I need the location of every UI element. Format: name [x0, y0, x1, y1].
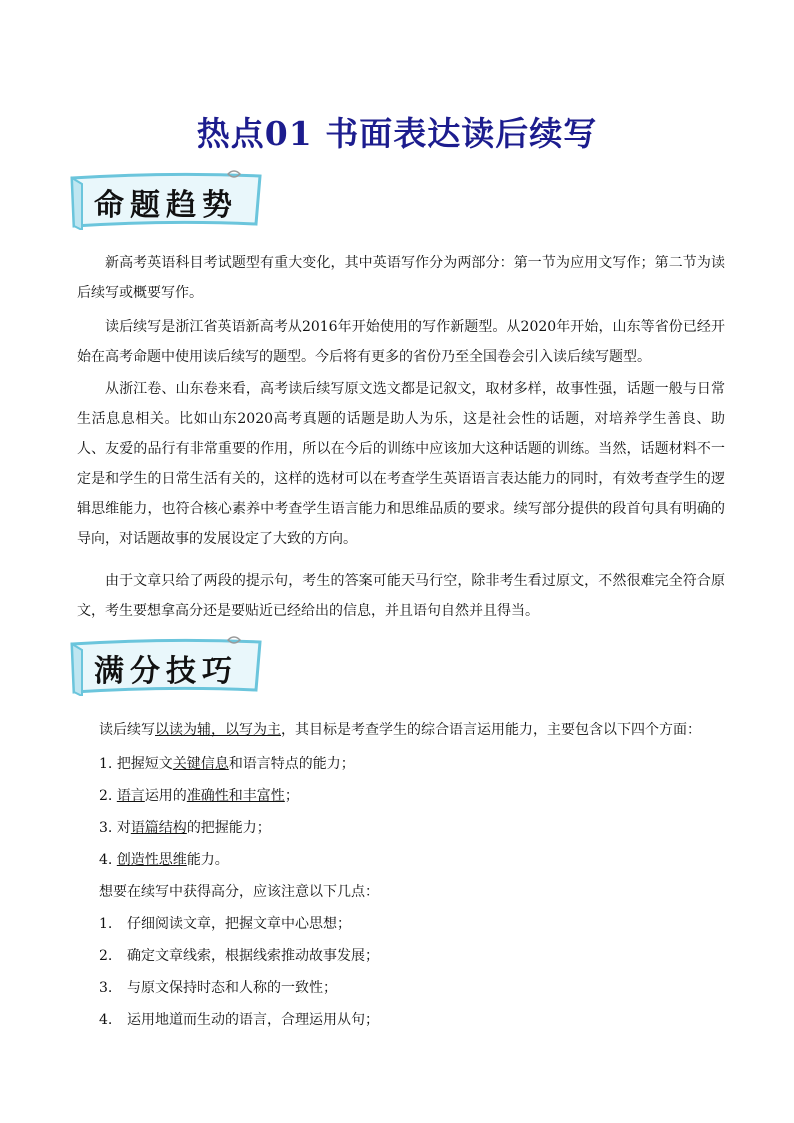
- tip-item-2: 2. 确定文章线索，根据线索推动故事发展；: [99, 948, 379, 964]
- page-title: 热点01 书面表达读后续写: [196, 114, 598, 153]
- tip-item-4: 4. 运用地道而生动的语言，合理运用从句；: [99, 1012, 379, 1028]
- ability-item-4: 4. 创造性思维能力。: [99, 852, 229, 868]
- section-banner-trend: [68, 170, 268, 230]
- paragraph-2: 读后续写是浙江省英语新高考从2016年开始使用的写作新题型。从2020年开始，山东等省份已经开始在高考命题中使用读后续写的题型。今后将有更多的省份乃至全国卷会引入读后续写题型。: [77, 319, 725, 365]
- ability-item-1: 1. 把握短文关键信息和语言特点的能力；: [99, 756, 355, 772]
- paragraph-4: 由于文章只给了两段的提示句，考生的答案可能天马行空，除非考生看过原文，不然很难完全符合原文，考生要想拿高分还是要贴近已经给出的信息，并且语句自然并且得当。: [77, 573, 725, 619]
- section-banner-skills: [68, 636, 268, 696]
- tip-item-3: 3. 与原文保持时态和人称的一致性；: [99, 980, 337, 996]
- paragraph-1: 新高考英语科目考试题型有重大变化，其中英语写作分为两部分：第一节为应用文写作；第二节为读后续写或概要写作。: [77, 255, 725, 301]
- tip-item-1: 1. 仔细阅读文章，把握文章中心思想；: [99, 916, 351, 932]
- section-heading-skills: 满分技巧: [94, 654, 238, 689]
- section-heading-trend: 命题趋势: [94, 188, 238, 223]
- ability-item-3: 3. 对语篇结构的把握能力；: [99, 820, 271, 836]
- tips-intro: 想要在续写中获得高分，应该注意以下几点：: [99, 884, 379, 900]
- paragraph-3: 从浙江卷、山东卷来看，高考读后续写原文选文都是记叙文，取材多样，故事性强，话题一般与日常生活息息相关。比如山东2020高考真题的话题是助人为乐，这是社会性的话题，对培养学生善良、助人、友爱的品行有非常重要的作用，所以在今后的训练中应该加大这种话题的训练。当然，话题材料不一定是和学生的日常生活有关的，这样的选材可以在考查学生英语语言表达能力的同时，有效考查学生的逻辑思维能力，也符合核心素养中考查学生语言能力和思维品质的要求。续写部分提供的段首句具有明确的导向，对话题故事的发展设定了大致的方向。: [77, 381, 725, 547]
- skills-intro: 读后续写以读为辅，以写为主，其目标是考查学生的综合语言运用能力，主要包含以下四个方面：: [99, 722, 701, 738]
- ability-item-2: 2. 语言运用的准确性和丰富性；: [99, 788, 299, 804]
